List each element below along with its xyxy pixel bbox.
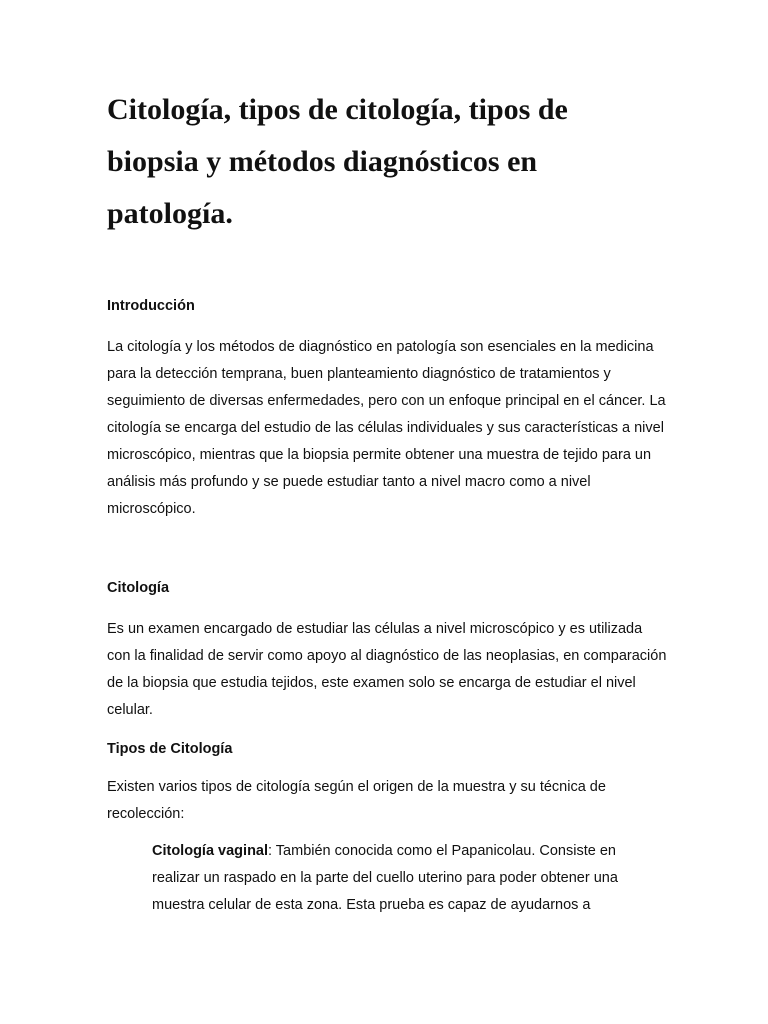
paragraph-introduccion: La citología y los métodos de diagnóstico en patología son esenciales en la medicina para la detección temprana, buen planteamiento diagnóstico de tratamientos y seguimiento de diversas enfermedades, pero con un enfoque principal en el cáncer. La citología se encarga del estudio de las células individuales y sus características a nivel microscópico, mientras que la biopsia permite obtener una muestra de tejido para un análisis más profundo y se puede estudiar tanto a nivel macro como a nivel microscópico. (107, 339, 666, 517)
list-item-term: Citología vaginal (152, 843, 269, 859)
section-heading-tipos-de-citologia: Tipos de Citología (107, 741, 233, 757)
section-heading-citologia: Citología (107, 580, 170, 596)
document-content (107, 84, 667, 919)
section-heading-introduccion: Introducción (107, 298, 195, 314)
document-title: Citología, tipos de citología, tipos de biopsia y métodos diagnósticos en patología. (107, 93, 568, 230)
list-item-description: : También conocida como el Papanicolau. Consiste en realizar un raspado en la parte del cuello uterino para poder obtener una muestra celular de esta zona. Esta prueba es capaz de ayudarnos a (152, 843, 618, 913)
paragraph-citologia: Es un examen encargado de estudiar las células a nivel microscópico y es utilizada con la finalidad de servir como apoyo al diagnóstico de las neoplasias, en comparación de la biopsia que estudia tejidos, este examen solo se encarga de estudiar el nivel celular. (107, 621, 667, 718)
list-item-citologia-vaginal (152, 838, 667, 919)
paragraph-tipos-de-citologia: Existen varios tipos de citología según el origen de la muestra y su técnica de recolección: (107, 779, 606, 822)
